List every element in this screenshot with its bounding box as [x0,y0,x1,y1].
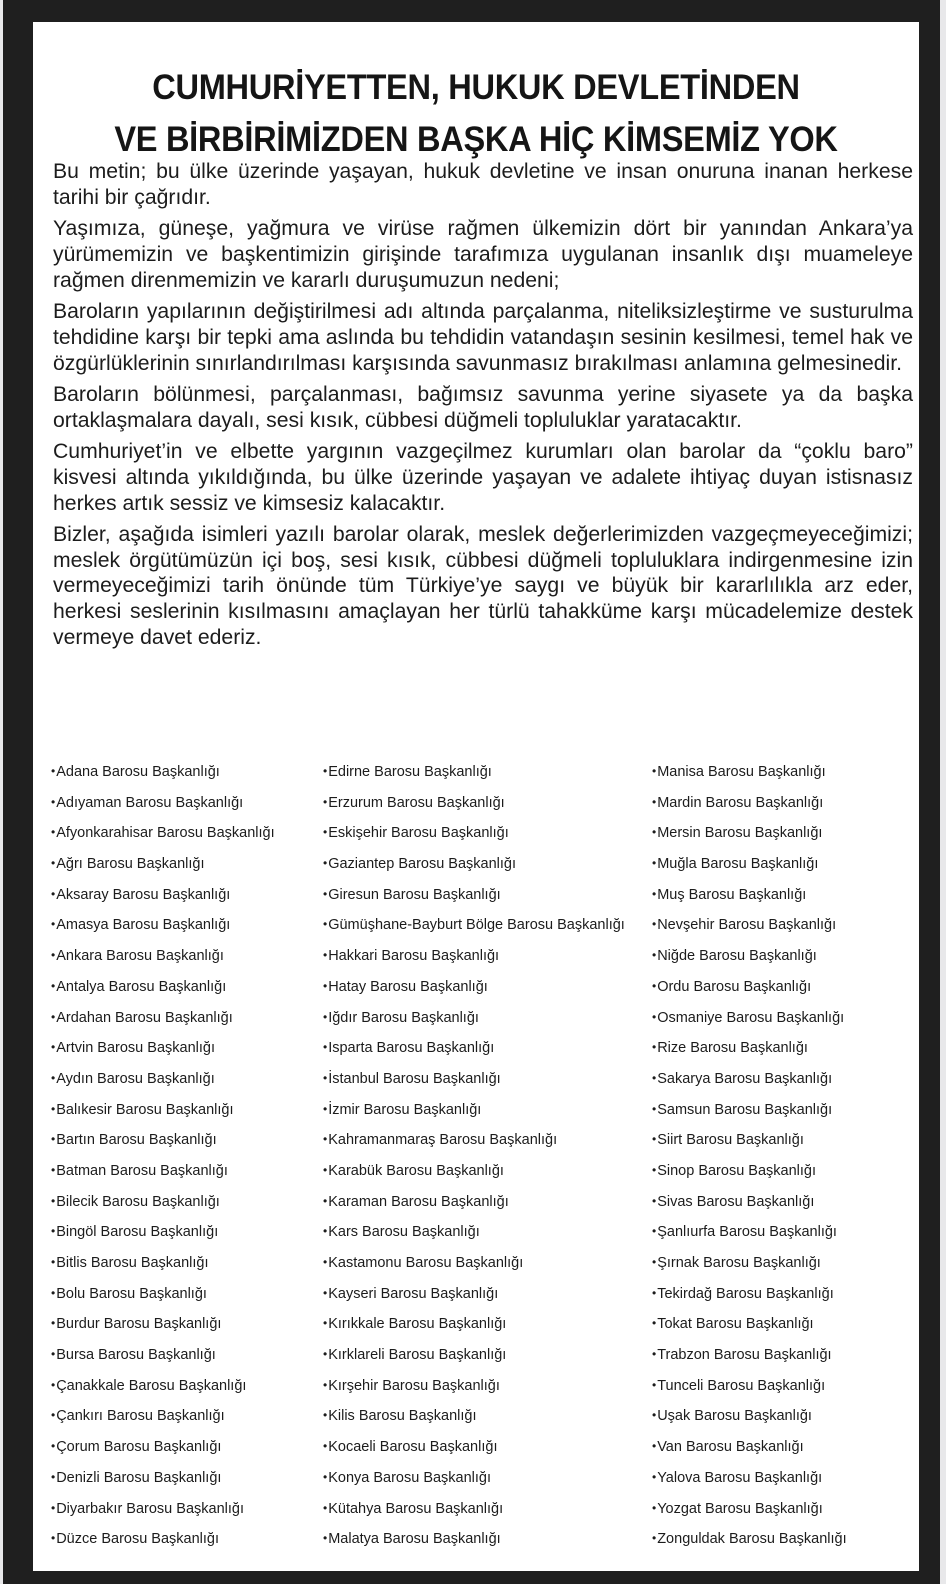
bullet-icon: • [51,794,56,809]
list-item [323,1462,625,1493]
bar-association-name: Kütahya Barosu Başkanlığı [328,1500,504,1517]
bullet-icon: • [51,1408,56,1423]
bullet-icon: • [323,1469,328,1484]
list-item [323,940,625,971]
bullet-icon: • [323,1255,328,1269]
bullet-icon: • [652,978,657,993]
bullet-icon: • [51,1285,56,1300]
bar-association-name: Osmaniye Barosu Başkanlığı [657,1009,845,1026]
headline [64,62,888,166]
list-item [323,1493,625,1524]
bar-association-name: Gaziantep Barosu Başkanlığı [328,856,517,873]
bar-association-name: Yalova Barosu Başkanlığı [657,1469,823,1486]
list-item [652,1493,847,1524]
bullet-icon: • [51,1162,56,1177]
bar-association-name: Çorum Barosu Başkanlığı [56,1439,222,1456]
bullet-icon: • [323,1316,328,1331]
bullet-icon: • [652,825,657,840]
bar-association-name: Kırşehir Barosu Başkanlığı [328,1377,500,1394]
bar-association-name: Çanakkale Barosu Başkanlığı [56,1377,247,1394]
dark-frame-border [3,0,940,1584]
bar-association-name: Bingöl Barosu Başkanlığı [56,1224,219,1241]
bar-association-name: Artvin Barosu Başkanlığı [56,1040,215,1057]
bar-association-name: Eskişehir Barosu Başkanlığı [328,825,509,842]
bullet-icon: • [323,1132,328,1147]
bullet-icon: • [652,1132,657,1147]
list-item [51,1247,275,1278]
bar-association-name: Diyarbakır Barosu Başkanlığı [56,1500,244,1517]
bar-association-name: Kars Barosu Başkanlığı [328,1224,480,1241]
list-item [51,1094,275,1125]
bar-association-name: Hakkari Barosu Başkanlığı [328,948,500,965]
bar-association-name: Ordu Barosu Başkanlığı [657,978,812,995]
bullet-icon: • [652,1040,657,1055]
bullet-icon: • [652,1224,657,1239]
list-item [652,1216,847,1247]
list-item [652,756,847,787]
list-item [323,1247,625,1278]
list-item [51,1002,275,1033]
bar-association-name: Gümüşhane-Bayburt Bölge Barosu Başkanlığı [328,917,625,934]
bullet-icon: • [51,1347,56,1362]
list-item [51,817,275,848]
list-item [652,1462,847,1493]
bullet-icon: • [51,1469,56,1484]
headline-line-1: CUMHURİYETTEN, HUKUK DEVLETİNDEN [152,68,800,107]
paragraph-1: Bu metin; bu ülke üzerinde yaşayan, hukuk devletine ve insan onuruna inanan herkese tarihi bir çağrıdır. [53,160,913,209]
bullet-icon: • [652,1255,657,1269]
list-item [323,1278,625,1309]
list-item [323,787,625,818]
bar-association-name: Düzce Barosu Başkanlığı [56,1531,220,1548]
bar-association-name: İzmir Barosu Başkanlığı [328,1101,482,1118]
list-item [652,1339,847,1370]
list-item [51,1032,275,1063]
bar-association-name: Kilis Barosu Başkanlığı [328,1408,477,1425]
declaration-body [53,159,913,656]
list-item [652,1523,847,1554]
list-item [652,1400,847,1431]
list-item [51,1278,275,1309]
list-item [51,1155,275,1186]
bar-association-name: Bilecik Barosu Başkanlığı [56,1193,220,1210]
list-item [51,848,275,879]
bullet-icon: • [51,856,56,871]
bar-association-name: Nevşehir Barosu Başkanlığı [657,917,837,934]
signatories-column-2 [323,756,625,1554]
bullet-icon: • [323,1285,328,1300]
list-item [652,1308,847,1339]
list-item [652,1063,847,1094]
bar-association-name: Edirne Barosu Başkanlığı [328,764,492,780]
bar-association-name: Adıyaman Barosu Başkanlığı [56,794,244,811]
bar-association-name: Aksaray Barosu Başkanlığı [56,886,231,903]
bar-association-name: Tokat Barosu Başkanlığı [657,1316,814,1333]
signatories-list [51,756,911,1556]
list-item [652,940,847,971]
list-item [323,1339,625,1370]
bar-association-name: Ardahan Barosu Başkanlığı [56,1009,233,1026]
bullet-icon: • [323,1040,328,1055]
bullet-icon: • [51,917,56,932]
signatories-column-3 [652,756,847,1554]
bar-association-name: Van Barosu Başkanlığı [657,1439,804,1456]
list-item [51,1462,275,1493]
bullet-icon: • [652,1070,657,1085]
list-item [323,1186,625,1217]
bullet-icon: • [323,794,328,809]
bar-association-name: Tekirdağ Barosu Başkanlığı [657,1285,834,1302]
bar-association-name: Zonguldak Barosu Başkanlığı [657,1531,847,1548]
bar-association-name: Kırklareli Barosu Başkanlığı [328,1347,507,1364]
list-item [323,909,625,940]
bar-association-name: Kırıkkale Barosu Başkanlığı [328,1316,507,1333]
bullet-icon: • [652,1500,657,1515]
bar-association-name: Kahramanmaraş Barosu Başkanlığı [328,1132,558,1149]
list-item [323,971,625,1002]
bar-association-name: Hatay Barosu Başkanlığı [328,978,488,995]
bullet-icon: • [323,1500,328,1515]
list-item [323,879,625,910]
list-item [323,1308,625,1339]
bullet-icon: • [323,1347,328,1362]
bar-association-name: Bitlis Barosu Başkanlığı [56,1255,209,1271]
bar-association-name: Bartın Barosu Başkanlığı [56,1132,217,1149]
list-item [51,1493,275,1524]
paragraph-5: Cumhuriyet’in ve elbette yargının vazgeçilmez kurumları olan barolar da “çoklu baro” kisvesi altında yıkıldığında, bu ülke üzerinde yaşayan ve adalete ihtiyaç duyan istisnasız herkes artık sessiz ve kimsesiz kalacaktır. [53,439,913,515]
bullet-icon: • [51,825,56,840]
bullet-icon: • [323,1377,328,1392]
bar-association-name: Sinop Barosu Başkanlığı [657,1162,816,1179]
bar-association-name: Rize Barosu Başkanlığı [657,1040,808,1057]
bullet-icon: • [51,1070,56,1085]
list-item [323,1155,625,1186]
bar-association-name: Yozgat Barosu Başkanlığı [657,1500,823,1517]
list-item [51,1370,275,1401]
bullet-icon: • [51,1255,56,1269]
bar-association-name: Sakarya Barosu Başkanlığı [657,1070,833,1087]
bullet-icon: • [51,1316,56,1331]
list-item [323,1400,625,1431]
bullet-icon: • [323,1439,328,1454]
paragraph-4: Baroların bölünmesi, parçalanması, bağımsız savunma yerine siyasete ya da başka ortaklaşmalara dayalı, sesi kısık, cübbesi düğmeli topluluklar yaratacaktır. [53,382,913,432]
bullet-icon: • [652,856,657,871]
bullet-icon: • [652,1162,657,1177]
list-item [323,848,625,879]
bullet-icon: • [323,825,328,840]
bar-association-name: Balıkesir Barosu Başkanlığı [56,1101,234,1118]
bar-association-name: Trabzon Barosu Başkanlığı [657,1347,832,1364]
bullet-icon: • [652,1193,657,1208]
bullet-icon: • [323,917,328,932]
bullet-icon: • [51,1132,56,1147]
list-item [652,1431,847,1462]
bullet-icon: • [652,1531,657,1546]
bar-association-name: Erzurum Barosu Başkanlığı [328,794,505,811]
list-item [652,1032,847,1063]
bullet-icon: • [323,978,328,993]
list-item [51,1216,275,1247]
bullet-icon: • [51,1009,56,1024]
bullet-icon: • [51,1040,56,1055]
bullet-icon: • [323,1193,328,1208]
bullet-icon: • [51,1193,56,1208]
bar-association-name: Afyonkarahisar Barosu Başkanlığı [56,825,275,842]
bar-association-name: Karabük Barosu Başkanlığı [328,1162,504,1179]
bar-association-name: Giresun Barosu Başkanlığı [328,886,501,903]
bar-association-name: Muğla Barosu Başkanlığı [657,856,819,873]
bar-association-name: Tunceli Barosu Başkanlığı [657,1377,826,1394]
bar-association-name: Niğde Barosu Başkanlığı [657,948,817,965]
bar-association-name: Kayseri Barosu Başkanlığı [328,1285,499,1302]
bullet-icon: • [51,1101,56,1116]
list-item [652,1186,847,1217]
bar-association-name: Ağrı Barosu Başkanlığı [56,856,205,873]
bullet-icon: • [51,948,56,963]
list-item [652,879,847,910]
bullet-icon: • [323,1162,328,1177]
signatories-column-1 [51,756,275,1554]
bullet-icon: • [652,1408,657,1423]
bullet-icon: • [323,886,328,901]
bullet-icon: • [652,1347,657,1362]
list-item [323,1032,625,1063]
bullet-icon: • [323,1531,328,1546]
bar-association-name: Burdur Barosu Başkanlığı [56,1316,222,1333]
list-item [652,909,847,940]
bar-association-name: Iğdır Barosu Başkanlığı [328,1009,479,1026]
list-item [323,1002,625,1033]
list-item [51,1124,275,1155]
bullet-icon: • [652,917,657,932]
list-item [652,1247,847,1278]
bullet-icon: • [652,948,657,963]
list-item [652,1370,847,1401]
bar-association-name: Samsun Barosu Başkanlığı [657,1101,833,1118]
bar-association-name: Ankara Barosu Başkanlığı [56,948,224,965]
list-item [323,817,625,848]
list-item [652,817,847,848]
bar-association-name: Bursa Barosu Başkanlığı [56,1347,216,1364]
bar-association-name: Çankırı Barosu Başkanlığı [56,1408,225,1425]
bullet-icon: • [51,1500,56,1515]
bar-association-name: Denizli Barosu Başkanlığı [56,1469,222,1486]
bar-association-name: Konya Barosu Başkanlığı [328,1469,492,1486]
bullet-icon: • [51,1531,56,1546]
paragraph-2: Yaşımıza, güneşe, yağmura ve virüse rağmen ülkemizin dört bir yanından Ankara’ya yürümemizin ve başkentimizin girişinde tarafımıza uygulanan insanlık dışı muameleye rağmen direnmemizin ve kararlı duruşumuzun nedeni; [53,217,913,292]
list-item [652,787,847,818]
paragraph-3: Baroların yapılarının değiştirilmesi adı altında parçalanma, niteliksizleştirme ve susturulma tehdidine karşı bir tepki ama aslında bu tehdidin vatandaşın sesinin kesilmesi, temel hak ve özgürlüklerinin sınırlandırılması karşısında savunmasız bırakılması anlamına gelmesinedir. [53,299,913,375]
bullet-icon: • [323,1009,328,1024]
bar-association-name: Batman Barosu Başkanlığı [56,1162,228,1179]
list-item [51,1400,275,1431]
list-item [323,756,625,787]
bullet-icon: • [652,794,657,809]
bullet-icon: • [323,856,328,871]
list-item [51,1186,275,1217]
list-item [323,1431,625,1462]
list-item [323,1216,625,1247]
list-item [51,940,275,971]
bar-association-name: Kastamonu Barosu Başkanlığı [328,1255,524,1271]
bar-association-name: İstanbul Barosu Başkanlığı [328,1070,501,1087]
bullet-icon: • [51,1377,56,1392]
list-item [51,909,275,940]
bullet-icon: • [652,1469,657,1484]
list-item [323,1063,625,1094]
bullet-icon: • [652,1439,657,1454]
bullet-icon: • [51,764,56,778]
bar-association-name: Şanlıurfa Barosu Başkanlığı [657,1224,837,1241]
list-item [652,848,847,879]
paragraph-6: Bizler, aşağıda isimleri yazılı barolar olarak, meslek değerlerimizden vazgeçmeyeceğimizi; meslek örgütümüzün içi boş, sesi kısık, cübbesi düğmeli topluluklara indirgenmesine izin vermeyeceğimizi tarih önünde tüm Türkiye’ye saygı ve büyük bir kararlılıkla arz eder, herkesi seslerinin kısılmasını amaçlayan her türlü tahakküme karşı mücadelemize destek vermeye davet ederiz. [53,522,913,650]
list-item [323,1124,625,1155]
list-item [51,879,275,910]
list-item [51,1339,275,1370]
bar-association-name: Sivas Barosu Başkanlığı [657,1193,815,1210]
bar-association-name: Malatya Barosu Başkanlığı [328,1531,501,1548]
bar-association-name: Karaman Barosu Başkanlığı [328,1193,509,1210]
bullet-icon: • [652,1101,657,1116]
list-item [323,1523,625,1554]
headline-line-2: VE BİRBİRİMİZDEN BAŞKA HİÇ KİMSEMİZ YOK [114,120,838,159]
bullet-icon: • [652,886,657,901]
bullet-icon: • [323,764,328,778]
bullet-icon: • [652,1009,657,1024]
list-item [323,1370,625,1401]
bullet-icon: • [652,1316,657,1331]
list-item [51,971,275,1002]
bullet-icon: • [323,948,328,963]
bullet-icon: • [51,978,56,993]
bullet-icon: • [51,1224,56,1239]
list-item [652,1155,847,1186]
list-item [652,1278,847,1309]
bullet-icon: • [652,1377,657,1392]
bar-association-name: Antalya Barosu Başkanlığı [56,978,227,995]
bar-association-name: Şırnak Barosu Başkanlığı [657,1255,821,1271]
list-item [652,1002,847,1033]
list-item [51,1431,275,1462]
list-item [51,1308,275,1339]
bullet-icon: • [51,1439,56,1454]
list-item [323,1094,625,1125]
list-item [51,1523,275,1554]
bar-association-name: Kocaeli Barosu Başkanlığı [328,1439,498,1456]
bar-association-name: Muş Barosu Başkanlığı [657,886,807,903]
list-item [51,787,275,818]
bullet-icon: • [323,1101,328,1116]
list-item [51,756,275,787]
bar-association-name: Manisa Barosu Başkanlığı [657,764,826,780]
list-item [652,971,847,1002]
bullet-icon: • [51,886,56,901]
bar-association-name: Uşak Barosu Başkanlığı [657,1408,812,1425]
bullet-icon: • [323,1224,328,1239]
bullet-icon: • [323,1408,328,1423]
bullet-icon: • [652,1285,657,1300]
bar-association-name: Isparta Barosu Başkanlığı [328,1040,495,1057]
bar-association-name: Bolu Barosu Başkanlığı [56,1285,207,1302]
bar-association-name: Mersin Barosu Başkanlığı [657,825,823,842]
newspaper-announcement-page [33,22,919,1571]
bullet-icon: • [652,764,657,778]
list-item [652,1094,847,1125]
list-item [652,1124,847,1155]
bar-association-name: Aydın Barosu Başkanlığı [56,1070,215,1087]
bullet-icon: • [323,1070,328,1085]
list-item [51,1063,275,1094]
bar-association-name: Mardin Barosu Başkanlığı [657,794,824,811]
bar-association-name: Siirt Barosu Başkanlığı [657,1132,804,1149]
bar-association-name: Adana Barosu Başkanlığı [56,764,220,780]
bar-association-name: Amasya Barosu Başkanlığı [56,917,231,934]
